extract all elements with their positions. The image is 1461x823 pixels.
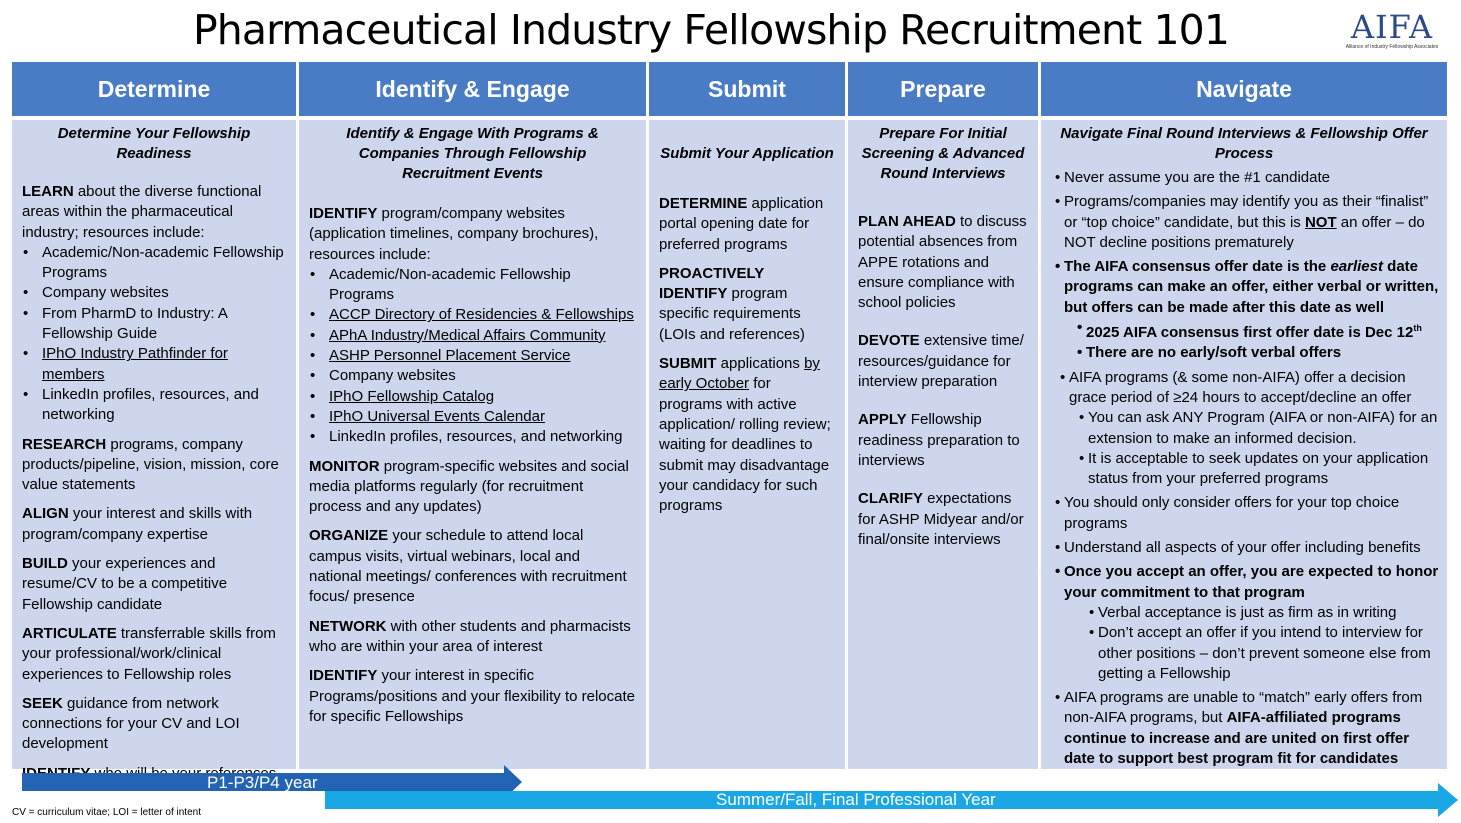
- submit-proactive: PROACTIVELY IDENTIFY program specific requirements (LOIs and references): [659, 264, 805, 343]
- prepare-clarify: CLARIFY expectations for ASHP Midyear and/or final/onsite interviews: [858, 490, 1024, 548]
- submit-subtitle: Submit Your Application: [660, 145, 834, 162]
- identify-monitor: MONITOR program-specific websites and social media platforms regularly (for recruitment process and any updates): [309, 457, 629, 516]
- determine-research: RESEARCH programs, company products/pipeline, vision, mission, core value statements: [22, 435, 279, 494]
- header-navigate: Navigate: [1041, 62, 1447, 116]
- identify-resource-list: [309, 265, 636, 448]
- navigate-point: • The AIFA consensus offer date is the earliest date programs can make an offer, either verbal or written, but offers can be made after this date as well: [1055, 257, 1439, 318]
- header-determine: Determine: [12, 62, 296, 116]
- column-prepare: [848, 120, 1038, 769]
- ashp-pps-link: ASHP Personnel Placement Service: [329, 347, 571, 365]
- footnote: CV = curriculum vitae; LOI = letter of intent: [12, 807, 201, 818]
- list-item[interactable]: [22, 344, 286, 385]
- navigate-point: • Understand all aspects of your offer including benefits: [1055, 538, 1439, 558]
- column-submit: [649, 120, 845, 769]
- list-item: • LinkedIn profiles, resources, and networking: [22, 385, 286, 426]
- column-identify-engage: [299, 120, 646, 769]
- determine-subtitle: Determine Your Fellowship Readiness: [57, 125, 251, 162]
- header-prepare: Prepare: [848, 62, 1038, 116]
- prepare-devote: DEVOTE extensive time/ resources/guidance for interview preparation: [858, 332, 1024, 391]
- prepare-subtitle: Prepare For Initial Screening & Advanced Round Interviews: [861, 125, 1025, 182]
- navigate-point: • Programs/companies may identify you as their “finalist” or “top choice” candidate, but this is NOT an offer – do NOT decline positions prematurely: [1055, 192, 1439, 253]
- aifa-logo: [1340, 10, 1444, 50]
- navigate-point: • You should only consider offers for your top choice programs: [1055, 493, 1439, 534]
- determine-seek: SEEK guidance from network connections for your CV and LOI development: [22, 694, 240, 753]
- list-item: • From PharmD to Industry: A Fellowship Guide: [22, 304, 286, 345]
- page-title: Pharmaceutical Industry Fellowship Recruitment 101: [192, 6, 1229, 54]
- identify-network: NETWORK with other students and pharmacists who are within your area of interest: [309, 617, 631, 655]
- identify-websites: IDENTIFY program/company websites (application timelines, company brochures), resources include:: [309, 205, 599, 263]
- list-item: • Academic/Non-academic Fellowship Programs: [22, 243, 286, 284]
- list-item: • LinkedIn profiles, resources, and networking: [309, 427, 636, 447]
- determine-align: ALIGN your interest and skills with program/company expertise: [22, 505, 253, 543]
- header-identify-engage: Identify & Engage: [299, 62, 646, 116]
- list-item[interactable]: [309, 407, 636, 427]
- timeline-label-p1-p4: P1-P3/P4 year: [207, 773, 318, 792]
- determine-learn: LEARN about the diverse functional areas within the pharmaceutical industry; resources include:: [22, 183, 262, 241]
- navigate-point: • AIFA programs (& some non-AIFA) offer a decision grace period of ≥24 hours to accept/decline an offer: [1055, 368, 1439, 409]
- navigate-point: • Never assume you are the #1 candidate: [1055, 168, 1439, 188]
- navigate-point: • Once you accept an offer, you are expected to honor your commitment to that program: [1055, 562, 1439, 603]
- prepare-apply: APPLY Fellowship readiness preparation to interviews: [858, 411, 1020, 469]
- determine-resource-list: [22, 243, 286, 426]
- accp-directory-link: ACCP Directory of Residencies & Fellowships: [329, 306, 634, 324]
- navigate-subpoint: • It is acceptable to seek updates on your application status from your preferred programs: [1055, 449, 1439, 490]
- list-item[interactable]: [309, 305, 636, 325]
- navigate-subtitle: Navigate Final Round Interviews & Fellowship Offer Process: [1060, 125, 1428, 162]
- determine-articulate: ARTICULATE transferrable skills from your professional/work/clinical experiences to Fellowship roles: [22, 624, 276, 683]
- ipho-pathfinder-link: IPhO Industry Pathfinder for members: [42, 345, 228, 383]
- navigate-subpoint: • There are no early/soft verbal offers: [1055, 343, 1439, 363]
- navigate-subpoint: • 2025 AIFA consensus first offer date is Dec 12th: [1055, 318, 1439, 343]
- ipho-catalog-link: IPhO Fellowship Catalog: [329, 387, 495, 405]
- determine-build: BUILD your experiences and resume/CV to be a competitive Fellowship candidate: [22, 555, 228, 613]
- navigate-subpoint: • Verbal acceptance is just as firm as in writing: [1055, 603, 1439, 623]
- navigate-point: • AIFA programs are unable to “match” early offers from non-AIFA programs, but AIFA-affiliated programs continue to increase and are united on first offer date to support best program fit for candidates: [1055, 688, 1439, 769]
- list-item: • Company websites: [22, 283, 286, 303]
- list-item[interactable]: [309, 387, 636, 407]
- prepare-plan: PLAN AHEAD to discuss potential absences from APPE rotations and ensure compliance with school policies: [858, 213, 1027, 312]
- identify-subtitle: Identify & Engage With Programs & Companies Through Fellowship Recruitment Events: [346, 125, 599, 182]
- list-item[interactable]: [309, 326, 636, 346]
- ipho-calendar-link: IPhO Universal Events Calendar: [329, 407, 545, 425]
- list-item[interactable]: [309, 346, 636, 366]
- header-submit: Submit: [649, 62, 845, 116]
- list-item: • Academic/Non-academic Fellowship Programs: [309, 265, 636, 306]
- column-navigate: [1041, 120, 1447, 769]
- timeline-label-final-year: Summer/Fall, Final Professional Year: [716, 790, 996, 809]
- navigate-subpoint: • You can ask ANY Program (AIFA or non-AIFA) for an extension to make an informed decision.: [1055, 408, 1439, 449]
- logo-subtitle: Alliance of Industry Fellowship Associates: [1345, 44, 1439, 50]
- apha-community-link: APhA Industry/Medical Affairs Community: [329, 326, 606, 344]
- logo-text: AIFA: [1350, 8, 1434, 46]
- navigate-subpoint: • Don’t accept an offer if you intend to interview for other positions – don’t prevent someone else from getting a Fellowship: [1055, 623, 1439, 684]
- submit-determine: DETERMINE application portal opening date for preferred programs: [659, 195, 824, 253]
- early-october-text: by early October: [659, 355, 820, 393]
- column-determine: [12, 120, 296, 769]
- identify-organize: ORGANIZE your schedule to attend local campus visits, virtual webinars, local and national meetings/ conferences with recruitment focus/ presence: [309, 527, 627, 606]
- submit-applications: SUBMIT applications by early October for programs with active application/ rolling review; waiting for deadlines to submit may disadvantage your candidacy for such programs: [659, 355, 831, 515]
- list-item: • Company websites: [309, 366, 636, 386]
- identify-interest: IDENTIFY your interest in specific Programs/positions and your flexibility to relocate for specific Fellowships: [309, 667, 635, 725]
